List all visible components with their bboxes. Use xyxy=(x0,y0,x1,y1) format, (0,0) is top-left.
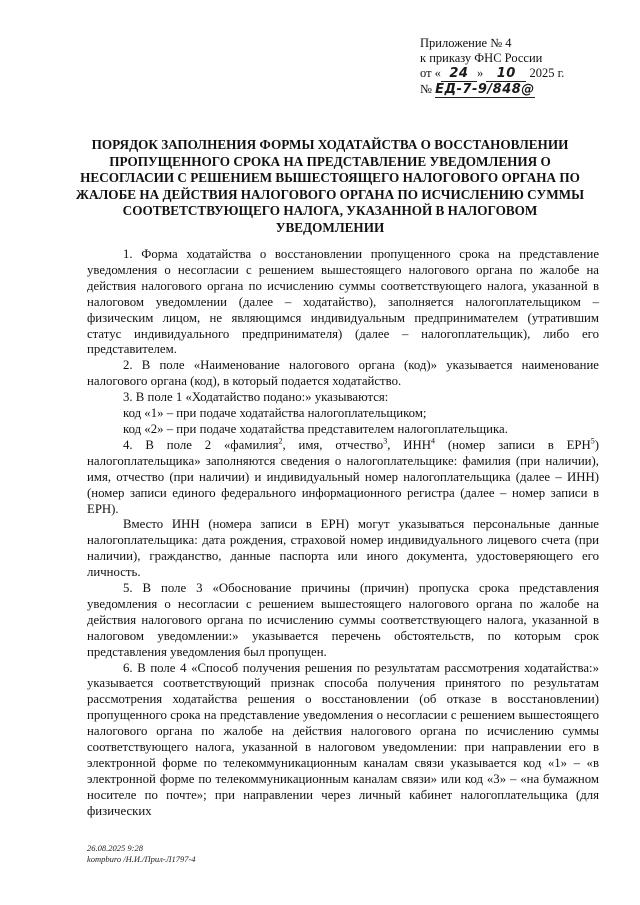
paragraph-6: 5. В поле 3 «Обоснование причины (причин) пропуска срока представления уведомления о несогласии с решением вышестоящего налогового органа по жалобе на действия налогового органа по исчислению суммы соответствующего налога, указанной в налоговом уведомлении:» указывается перечень обстоятельств, по которым срок представления уведомления был пропущен. xyxy=(87,581,599,659)
document-body xyxy=(87,247,599,820)
p4-part-c: , ИНН xyxy=(387,437,431,452)
print-stamp xyxy=(87,843,196,865)
handwritten-number: ЕД-7-9/848@ xyxy=(435,82,535,97)
paragraph-1: 1. Форма ходатайства о восстановлении пропущенного срока на представление уведомления о несогласии с решением вышестоящего налогового органа по жалобе на действия налогового органа по исчислению суммы соответствующего налога, указанной в налоговом уведомлении (далее – ходатайство), заполняется налогоплательщиком – физическим лицом, не являющимся индивидуальным предпринимателем (утратившим статус индивидуального предпринимателя) (далее – налогоплательщик), либо его представителем. xyxy=(87,247,599,357)
p4-part-d: (номер записи в ЕРН xyxy=(434,437,591,452)
p4-part-b: , имя, отчество xyxy=(282,437,384,452)
paragraph-7: 6. В поле 4 «Способ получения решения по результатам рассмотрения ходатайства:» указывается соответствующий признак способа получения принятого по результатам рассмотрения ходатайства решения о восстановлении (об отказе в восстановлении) пропущенного срока на представление уведомления о несогласии с решением вышестоящего налогового органа по жалобе на действия налогового органа по исчислению суммы соответствующего налога, указанной в налоговом уведомлении: при направлении его в электронной форме по телекоммуникационным каналам связи указывается код «1» – «в электронной форме по телекоммуникационным каналам связи» или код «3» – «на бумажном носителе по почте»; при направлении через личный кабинет налогоплательщика (для физических xyxy=(87,660,599,818)
footnote-2: 2 xyxy=(278,436,283,446)
paragraph-3-code-1: код «1» – при подаче ходатайства налогоплательщиком; xyxy=(123,406,427,421)
handwritten-day: 24 xyxy=(441,66,477,82)
number-prefix: № xyxy=(420,82,432,96)
date-prefix: от « xyxy=(420,66,441,80)
paragraph-3-code-2: код «2» – при подаче ходатайства представителем налогоплательщика. xyxy=(123,421,508,436)
footnote-5: 5 xyxy=(590,436,595,446)
print-date: 26.08.2025 9:28 xyxy=(87,843,143,853)
appendix-header xyxy=(420,36,620,97)
order-date xyxy=(420,66,620,82)
paragraph-4 xyxy=(87,438,599,518)
document-title: ПОРЯДОК ЗАПОЛНЕНИЯ ФОРМЫ ХОДАТАЙСТВА О ВОССТАНОВЛЕНИИ ПРОПУЩЕННОГО СРОКА НА ПРЕДСТАВЛЕНИЕ УВЕДОМЛЕНИЯ О НЕСОГЛАСИИ С РЕШЕНИЕМ ВЫШЕСТОЯЩЕГО НАЛОГОВОГО ОРГАНА ПО ЖАЛОБЕ НА ДЕЙСТВИЯ НАЛОГОВОГО ОРГАНА ПО ИСЧИСЛЕНИЮ СУММЫ СООТВЕТСТВУЮЩЕГО НАЛОГА, УКАЗАННОЙ В НАЛОГОВОМ УВЕДОМЛЕНИИ xyxy=(75,137,585,235)
paragraph-2: 2. В поле «Наименование налогового органа (код)» указывается наименование налогового органа (код), в который подается ходатайство. xyxy=(87,358,599,389)
p4-part-e: ) налогоплательщика» заполняются сведения о налогоплательщике: фамилия (при наличии), имя, отчество (при наличии) и индивидуальный номер налогоплательщика (далее – ИНН) (номер записи единого федерального информационного регистра (далее – номер записи в ЕРН). xyxy=(87,437,600,516)
footnote-3: 3 xyxy=(383,436,388,446)
handwritten-month: 10 xyxy=(486,66,526,82)
footnote-4: 4 xyxy=(430,436,435,446)
date-year: 2025 г. xyxy=(529,66,565,80)
print-author: kompburo /Н.И./Прил-Л1797-4 xyxy=(87,854,196,864)
paragraph-5: Вместо ИНН (номера записи в ЕРН) могут указываться персональные данные налогоплательщика: дата рождения, страховой номер индивидуального лицевого счета (при наличии), гражданство, данные паспорта или иного документа, удостоверяющего его личность. xyxy=(87,517,599,580)
order-number xyxy=(420,82,620,97)
order-reference: к приказу ФНС России xyxy=(420,51,543,65)
paragraph-3: 3. В поле 1 «Ходатайство подано:» указываются: xyxy=(123,390,389,405)
p4-part-a: 4. В поле 2 «фамилия xyxy=(123,437,279,452)
date-mid: » xyxy=(476,66,484,80)
appendix-number: Приложение № 4 xyxy=(420,36,512,50)
